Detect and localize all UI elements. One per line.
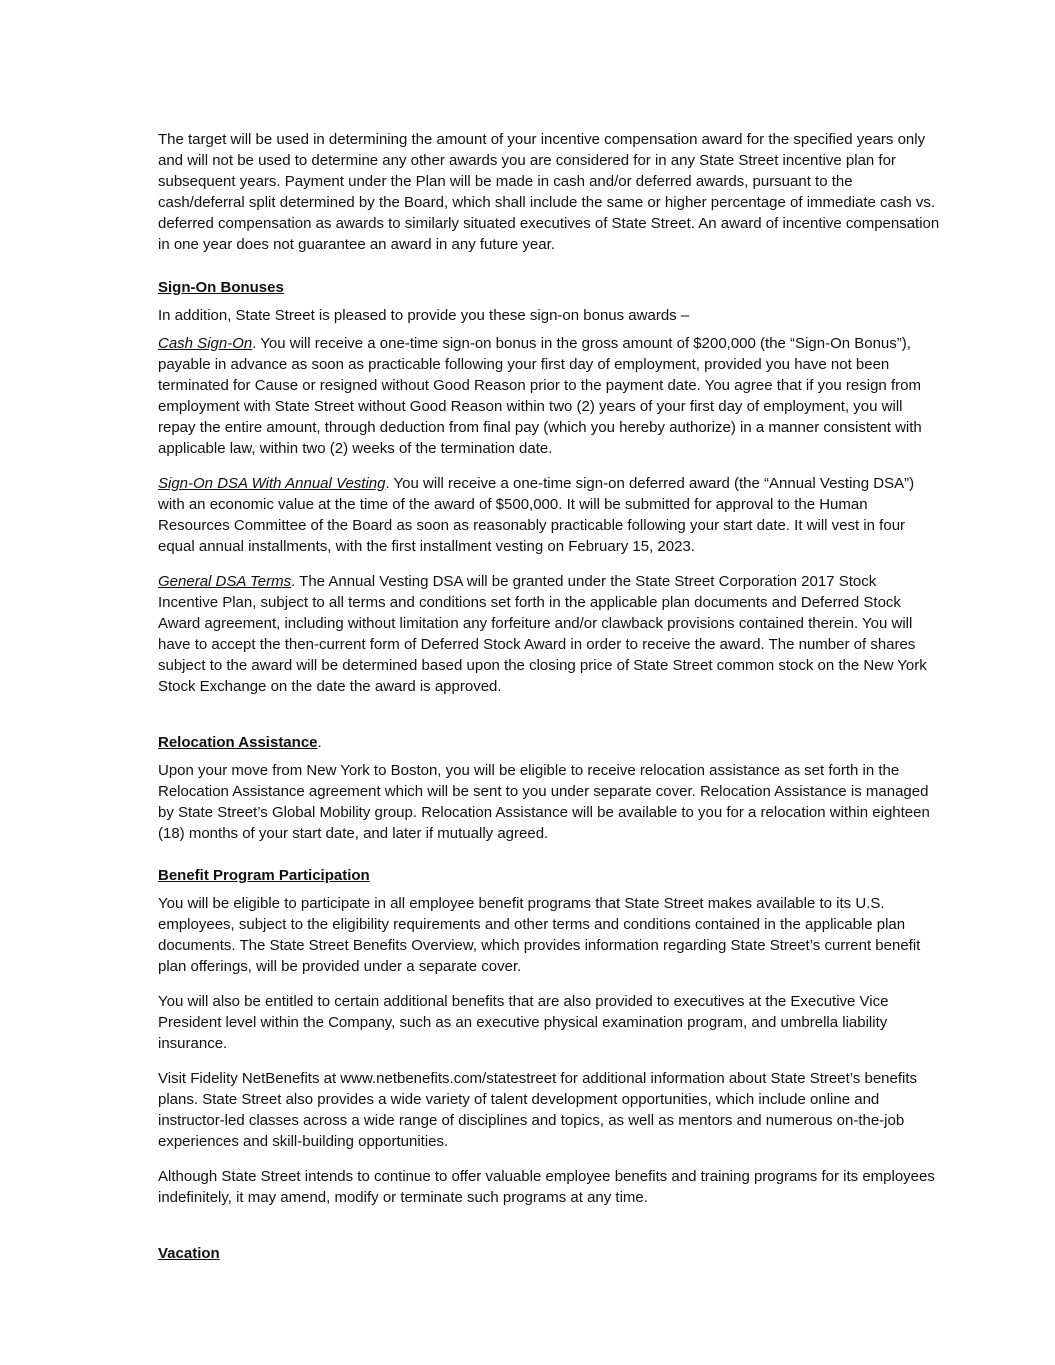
vacation-heading: Vacation	[158, 1245, 220, 1262]
general-dsa-terms-paragraph	[158, 571, 940, 697]
benefits-paragraph-2: You will also be entitled to certain additional benefits that are also provided to executives at the Executive Vice President level within the Company, such as an executive physical examination program, and umbrella liability insurance.	[158, 993, 889, 1052]
sign-on-dsa-title: Sign-On DSA With Annual Vesting	[158, 475, 386, 492]
cash-sign-on-title: Cash Sign-On	[158, 335, 253, 352]
document-page	[158, 129, 940, 1264]
intro-paragraph: The target will be used in determining the amount of your incentive compensation award for the specified years only and will not be used to determine any other awards you are considered for in any State Street incentive plan for subsequent years. Payment under the Plan will be made in cash and/or deferred awards, pursuant to the cash/deferral split determined by the Board, which shall include the same or higher percentage of immediate cash vs. deferred compensation as awards to similarly situated executives of State Street. An award of incentive compensation in one year does not guarantee an award in any future year.	[158, 131, 940, 253]
relocation-paragraph: Upon your move from New York to Boston, you will be eligible to receive relocation assistance as set forth in the Relocation Assistance agreement which will be sent to you under separate cover. Relocation Assistance is managed by State Street’s Global Mobility group. Relocation Assistance will be available to you for a relocation within eighteen (18) months of your start date, and later if mutually agreed.	[158, 762, 930, 842]
relocation-heading: Relocation Assistance	[158, 734, 318, 751]
sign-on-dsa-text: . You will receive a one-time sign-on deferred award (the “Annual Vesting DSA”) with an economic value at the time of the award of $500,000. It will be submitted for approval to the Human Resources Committee of the Board as soon as reasonably practicable following your start date. It will vest in four equal annual installments, with the first installment vesting on February 15, 2023.	[158, 475, 915, 555]
sign-on-dsa-paragraph	[158, 473, 940, 557]
relocation-heading-line	[158, 732, 940, 753]
sign-on-heading: Sign-On Bonuses	[158, 279, 284, 296]
relocation-heading-suffix: .	[317, 734, 322, 751]
benefits-paragraph-4: Although State Street intends to continue to offer valuable employee benefits and training programs for its employees indefinitely, it may amend, modify or terminate such programs at any time.	[158, 1168, 935, 1206]
benefits-paragraph-1: You will be eligible to participate in all employee benefit programs that State Street makes available to its U.S. employees, subject to the eligibility requirements and other terms and conditions contained in the applicable plan documents. The State Street Benefits Overview, which provides information regarding State Street’s current benefit plan offerings, will be provided under a separate cover.	[158, 895, 921, 975]
cash-sign-on-text: . You will receive a one-time sign-on bonus in the gross amount of $200,000 (the “Sign-On Bonus”), payable in advance as soon as practicable following your first day of employment, provided you have not been terminated for Cause or resigned without Good Reason prior to the payment date. You agree that if you resign from employment with State Street without Good Reason within two (2) years of your first day of employment, you will repay the entire amount, through deduction from final pay (which you hereby authorize) in a manner consistent with applicable law, within two (2) weeks of the termination date.	[158, 335, 922, 457]
sign-on-intro: In addition, State Street is pleased to provide you these sign-on bonus awards –	[158, 307, 690, 324]
benefits-heading: Benefit Program Participation	[158, 867, 370, 884]
general-dsa-terms-title: General DSA Terms	[158, 573, 292, 590]
benefits-paragraph-3: Visit Fidelity NetBenefits at www.netbenefits.com/statestreet for additional information about State Street’s benefits plans. State Street also provides a wide variety of talent development opportunities, which include online and instructor-led classes across a wide range of disciplines and topics, as well as mentors and numerous on-the-job experiences and skill-building opportunities.	[158, 1070, 918, 1150]
cash-sign-on-paragraph	[158, 333, 940, 459]
general-dsa-terms-text: . The Annual Vesting DSA will be granted under the State Street Corporation 2017 Stock Incentive Plan, subject to all terms and conditions set forth in the applicable plan documents and Deferred Stock Award agreement, including without limitation any forfeiture and/or clawback provisions contained therein. You will have to accept the then-current form of Deferred Stock Award in order to receive the award. The number of shares subject to the award will be determined based upon the closing price of State Street common stock on the New York Stock Exchange on the date the award is approved.	[158, 573, 927, 695]
